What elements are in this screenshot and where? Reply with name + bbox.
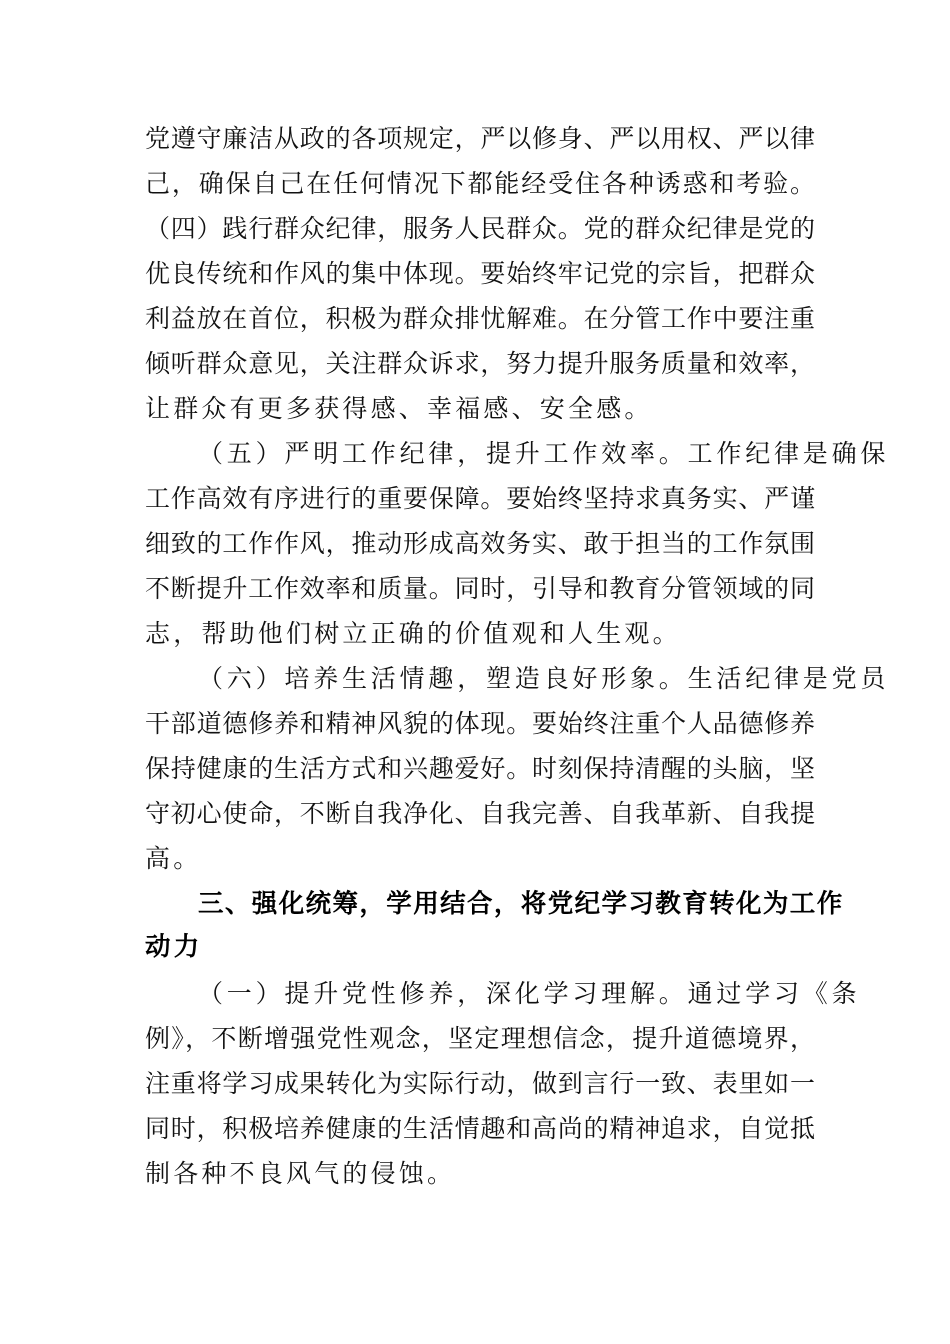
- paragraph-line: 保持健康的生活方式和兴趣爱好。时刻保持清醒的头脑，坚: [145, 754, 815, 783]
- section-heading: 三、强化统筹，学用结合，将党纪学习教育转化为工作: [198, 889, 844, 919]
- paragraph-line: 细致的工作作风，推动形成高效务实、敢于担当的工作氛围: [145, 529, 815, 558]
- paragraph-line: 注重将学习成果转化为实际行动，做到言行一致、表里如一: [145, 1069, 815, 1098]
- paragraph-line: 同时，积极培养健康的生活情趣和高尚的精神追求，自觉抵: [145, 1114, 815, 1143]
- paragraph-line: 工作高效有序进行的重要保障。要始终坚持求真务实、严谨: [145, 484, 815, 513]
- paragraph-line: 制各种不良风气的侵蚀。: [145, 1159, 456, 1188]
- paragraph-line: 干部道德修养和精神风貌的体现。要始终注重个人品德修养: [145, 709, 815, 738]
- paragraph-line: 党遵守廉洁从政的各项规定，严以修身、严以用权、严以律: [145, 124, 815, 153]
- paragraph-line: （五）严明工作纪律，提升工作效率。工作纪律是确保: [198, 439, 890, 468]
- paragraph-line: 优良传统和作风的集中体现。要始终牢记党的宗旨，把群众: [145, 259, 815, 288]
- paragraph-line: （四）践行群众纪律，服务人民群众。党的群众纪律是党的: [145, 214, 815, 243]
- paragraph-line: 不断提升工作效率和质量。同时，引导和教育分管领域的同: [145, 574, 815, 603]
- paragraph-line: 守初心使命，不断自我净化、自我完善、自我革新、自我提: [145, 799, 815, 828]
- paragraph-line: 倾听群众意见，关注群众诉求，努力提升服务质量和效率，: [145, 349, 815, 378]
- paragraph-line: （一）提升党性修养，深化学习理解。通过学习《条: [198, 979, 861, 1008]
- paragraph-line: 例》，不断增强党性观念，坚定理想信念，提升道德境界，: [145, 1024, 815, 1053]
- paragraph-line: 利益放在首位，积极为群众排忧解难。在分管工作中要注重: [145, 304, 815, 333]
- section-heading-continued: 动力: [145, 932, 203, 962]
- paragraph-line: 让群众有更多获得感、幸福感、安全感。: [145, 394, 653, 423]
- paragraph-line: 高。: [145, 844, 202, 873]
- paragraph-line: （六）培养生活情趣，塑造良好形象。生活纪律是党员: [198, 664, 890, 693]
- paragraph-line: 志，帮助他们树立正确的价值观和人生观。: [145, 619, 681, 648]
- paragraph-line: 己，确保自己在任何情况下都能经受住各种诱惑和考验。: [145, 169, 815, 198]
